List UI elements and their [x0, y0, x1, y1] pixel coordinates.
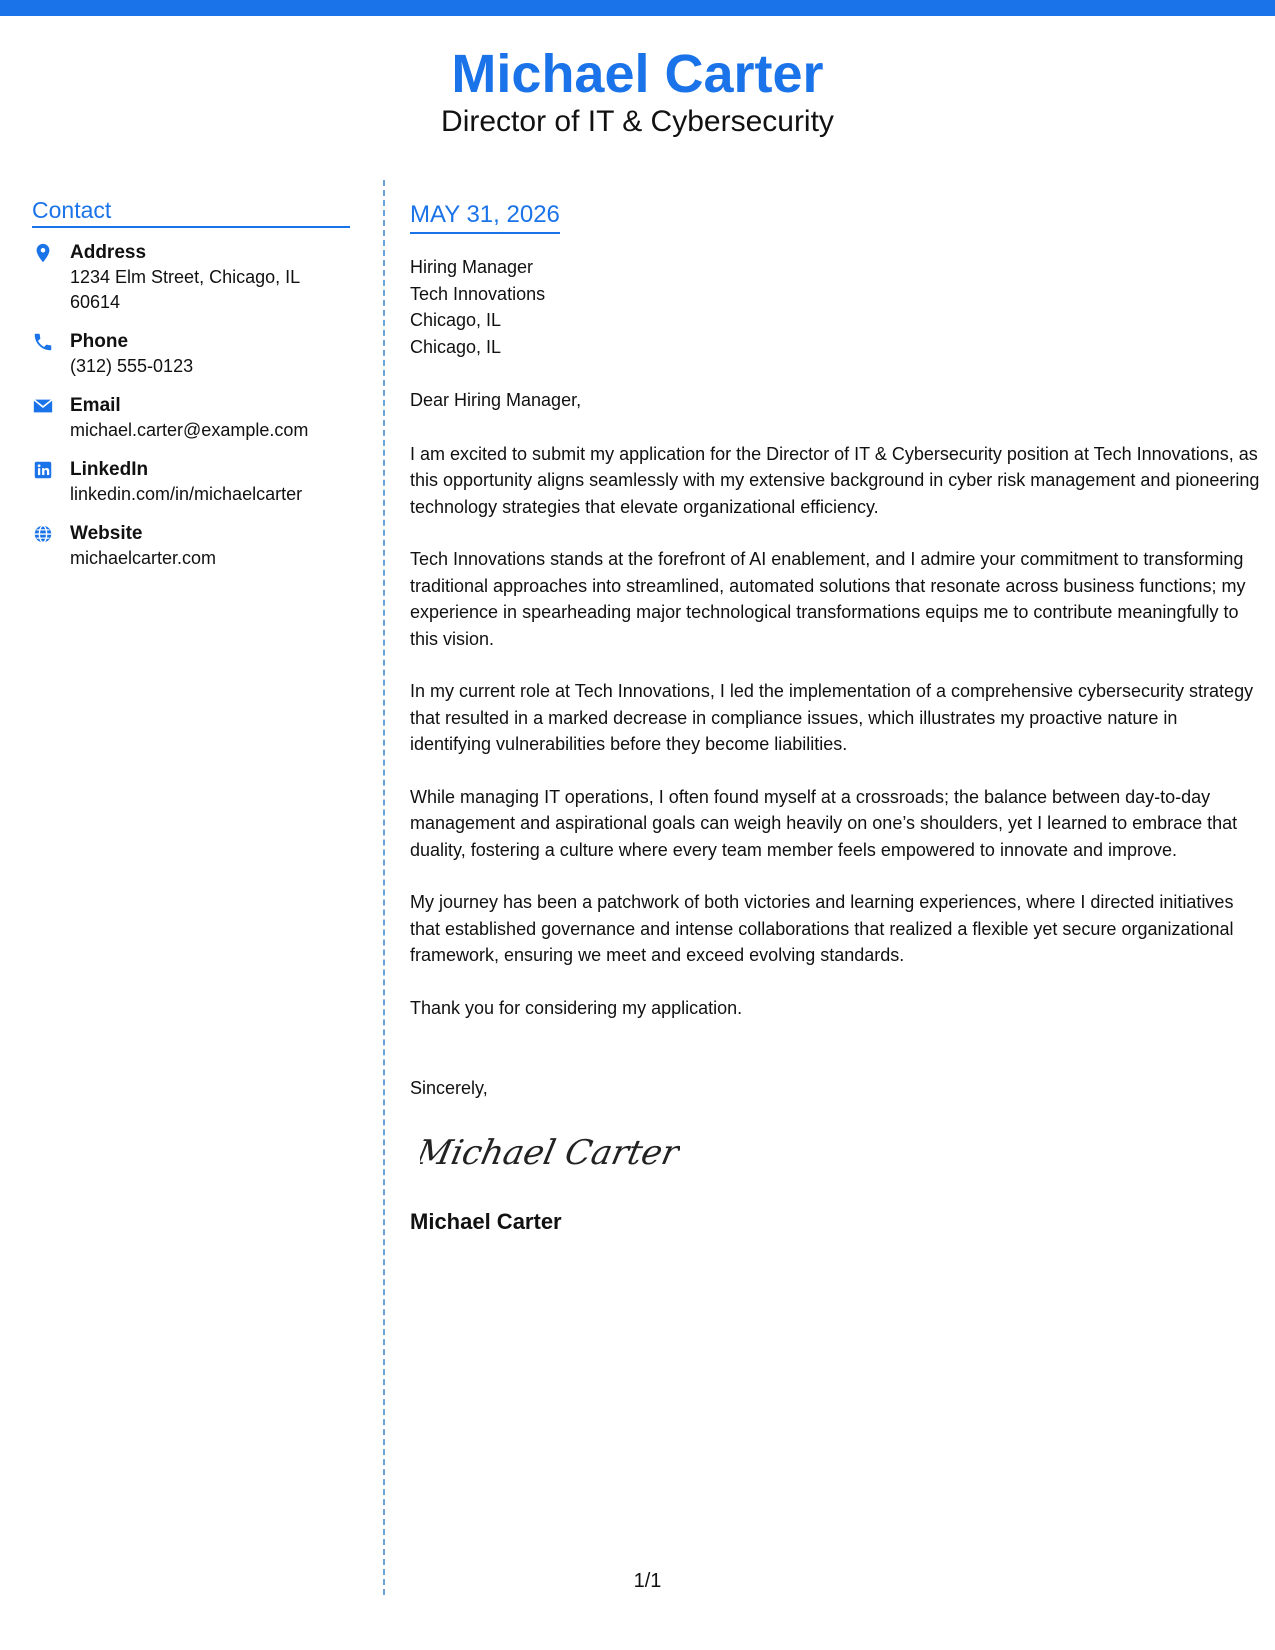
- location-pin-icon: [32, 242, 54, 264]
- phone-label: Phone: [70, 331, 129, 352]
- candidate-title: Director of IT & Cybersecurity: [441, 105, 834, 138]
- thanks-line: Thank you for considering my application.: [410, 997, 743, 1018]
- recipient-line: Chicago, IL: [410, 336, 502, 357]
- phone-icon: [32, 331, 54, 353]
- contact-linkedin: [32, 457, 350, 507]
- candidate-name: Michael Carter: [451, 44, 824, 104]
- paragraph: In my current role at Tech Innovations, I led the implementation of a comprehensive cybersecurity strategy that resulted in a marked decrease in compliance issues, which illustrates my proactive nature in identifying vulnerabilities before they become liabilities.: [410, 681, 1254, 754]
- address-value: 1234 Elm Street, Chicago, IL 60614: [70, 267, 300, 312]
- contact-heading: Contact: [32, 196, 350, 228]
- contact-website: [32, 521, 350, 571]
- contact-address: [32, 240, 350, 315]
- paragraph: I am excited to submit my application for the Director of IT & Cybersecurity position at Tech Innovations, as this opportunity aligns seamlessly with my extensive background in cyber risk management and pioneering technology strategies that elevate organizational efficiency.: [410, 443, 1260, 517]
- email-value: michael.carter@example.com: [70, 420, 309, 440]
- paragraph: My journey has been a patchwork of both victories and learning experiences, where I directed initiatives that established governance and intense collaborations that realized a flexible yet secure organizational framework, ensuring we meet and exceed evolving standards.: [410, 892, 1234, 965]
- paragraph: While managing IT operations, I often found myself at a crossroads; the balance between day-to-day management and aspirational goals can weigh heavily on one’s shoulders, yet I learned to embrace that duality, fostering a culture where every team member feels empowered to innovate and improve.: [410, 786, 1238, 860]
- linkedin-value: linkedin.com/in/michaelcarter: [70, 484, 303, 504]
- contact-email: [32, 393, 350, 443]
- contact-phone: [32, 329, 350, 379]
- letter-date: MAY 31, 2026: [410, 200, 560, 234]
- signed-name: Michael Carter: [410, 1209, 562, 1234]
- recipient-line: Chicago, IL: [410, 310, 502, 330]
- website-label: Website: [70, 523, 143, 544]
- contact-sidebar: [32, 196, 350, 585]
- website-value: michaelcarter.com: [70, 548, 217, 568]
- letter-body: [410, 200, 1260, 1236]
- recipient-line: Hiring Manager: [410, 257, 534, 277]
- address-label: Address: [70, 242, 147, 263]
- envelope-icon: [32, 395, 54, 417]
- closing: Sincerely,: [410, 1078, 488, 1098]
- salutation: Dear Hiring Manager,: [410, 390, 582, 410]
- top-accent-bar: [0, 0, 1275, 16]
- page-number: 1/1: [633, 1570, 662, 1592]
- linkedin-icon: [32, 459, 54, 481]
- recipient-block: [410, 254, 1260, 360]
- handwritten-signature: [420, 1120, 680, 1180]
- phone-value: (312) 555-0123: [70, 356, 194, 376]
- email-label: Email: [70, 395, 121, 416]
- column-divider: [383, 180, 385, 1595]
- globe-icon: [32, 523, 54, 545]
- paragraph: Tech Innovations stands at the forefront of AI enablement, and I admire your commitment to transforming traditional approaches into streamlined, automated solutions that resonate across business functions; my experience in spearheading major technological transformations equips me to contribute meaningfully to this vision.: [410, 549, 1246, 649]
- recipient-line: Tech Innovations: [410, 283, 546, 304]
- linkedin-label: LinkedIn: [70, 459, 149, 480]
- signature-text: Michael Carter: [420, 1132, 680, 1173]
